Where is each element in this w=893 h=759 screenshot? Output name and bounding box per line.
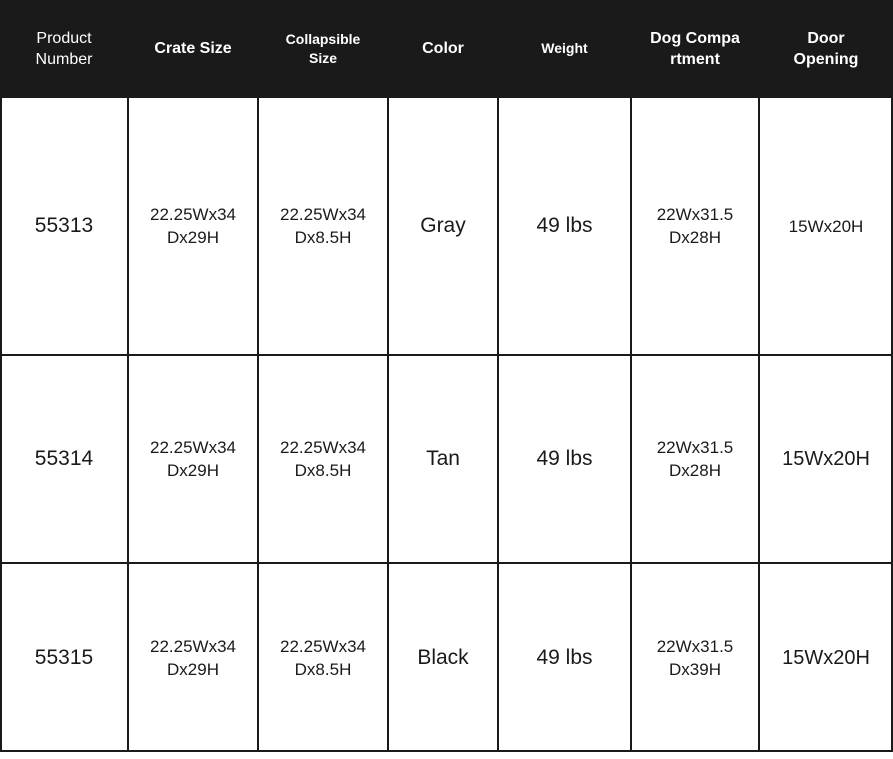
cell-text: 22.25Wx34 Dx29H <box>150 438 236 480</box>
column-divider <box>257 0 259 752</box>
cell-door-opening: 15Wx20H <box>788 216 864 236</box>
cell-color: Black <box>417 645 469 669</box>
column-divider <box>127 0 129 752</box>
cell-crate-size <box>128 97 258 355</box>
cell-crate-size <box>128 355 258 563</box>
cell-text: 22.25Wx34 Dx8.5H <box>280 205 366 247</box>
column-divider <box>630 0 632 752</box>
cell-color: Tan <box>426 447 460 470</box>
cell-crate-size <box>128 563 258 752</box>
header-label: Collapsible Size <box>285 30 361 66</box>
row-divider <box>0 96 893 98</box>
cell-weight: 49 lbs <box>536 447 593 470</box>
column-divider <box>758 0 760 752</box>
cell-text: 22.25Wx34 Dx29H <box>150 205 236 247</box>
table-border-left <box>0 0 2 752</box>
header-weight <box>498 0 631 97</box>
header-door-opening <box>759 0 893 97</box>
cell-collapsible-size <box>258 563 388 752</box>
header-label: Crate Size <box>154 39 232 57</box>
header-label: Door Opening <box>793 29 859 68</box>
cell-door-opening: 15Wx20H <box>782 448 870 470</box>
cell-text: 22.25Wx34 Dx29H <box>150 636 236 679</box>
row-divider <box>0 562 893 564</box>
row-divider <box>0 354 893 356</box>
header-label: Color <box>422 39 464 57</box>
cell-text: 22Wx31.5 Dx28H <box>656 438 734 480</box>
header-color <box>388 0 498 97</box>
cell-weight: 49 lbs <box>536 645 593 669</box>
cell-text: 22Wx31.5 Dx28H <box>656 205 734 247</box>
cell-dog-compartment <box>631 97 759 355</box>
cell-weight: 49 lbs <box>536 214 593 237</box>
cell-product-number: 55313 <box>34 214 94 237</box>
cell-dog-compartment <box>631 563 759 752</box>
table-border-bottom <box>0 750 893 752</box>
cell-text: 22.25Wx34 Dx8.5H <box>280 636 366 679</box>
cell-door-opening: 15Wx20H <box>782 646 870 669</box>
header-label: Dog Compartment <box>650 29 740 68</box>
cell-product-number: 55314 <box>34 447 94 470</box>
column-divider <box>497 0 499 752</box>
cell-collapsible-size <box>258 97 388 355</box>
cell-color: Gray <box>420 214 466 237</box>
column-divider <box>387 0 389 752</box>
header-label: Weight <box>541 40 588 56</box>
header-dog-compartment <box>631 0 759 97</box>
cell-text: 22Wx31.5 Dx39H <box>656 636 734 679</box>
cell-product-number: 55315 <box>34 645 94 669</box>
cell-dog-compartment <box>631 355 759 563</box>
cell-collapsible-size <box>258 355 388 563</box>
header-collapsible-size <box>258 0 388 97</box>
header-label: Product Number <box>35 29 93 68</box>
cell-text: 22.25Wx34 Dx8.5H <box>280 438 366 480</box>
header-product-number <box>0 0 128 97</box>
header-crate-size <box>128 0 258 97</box>
